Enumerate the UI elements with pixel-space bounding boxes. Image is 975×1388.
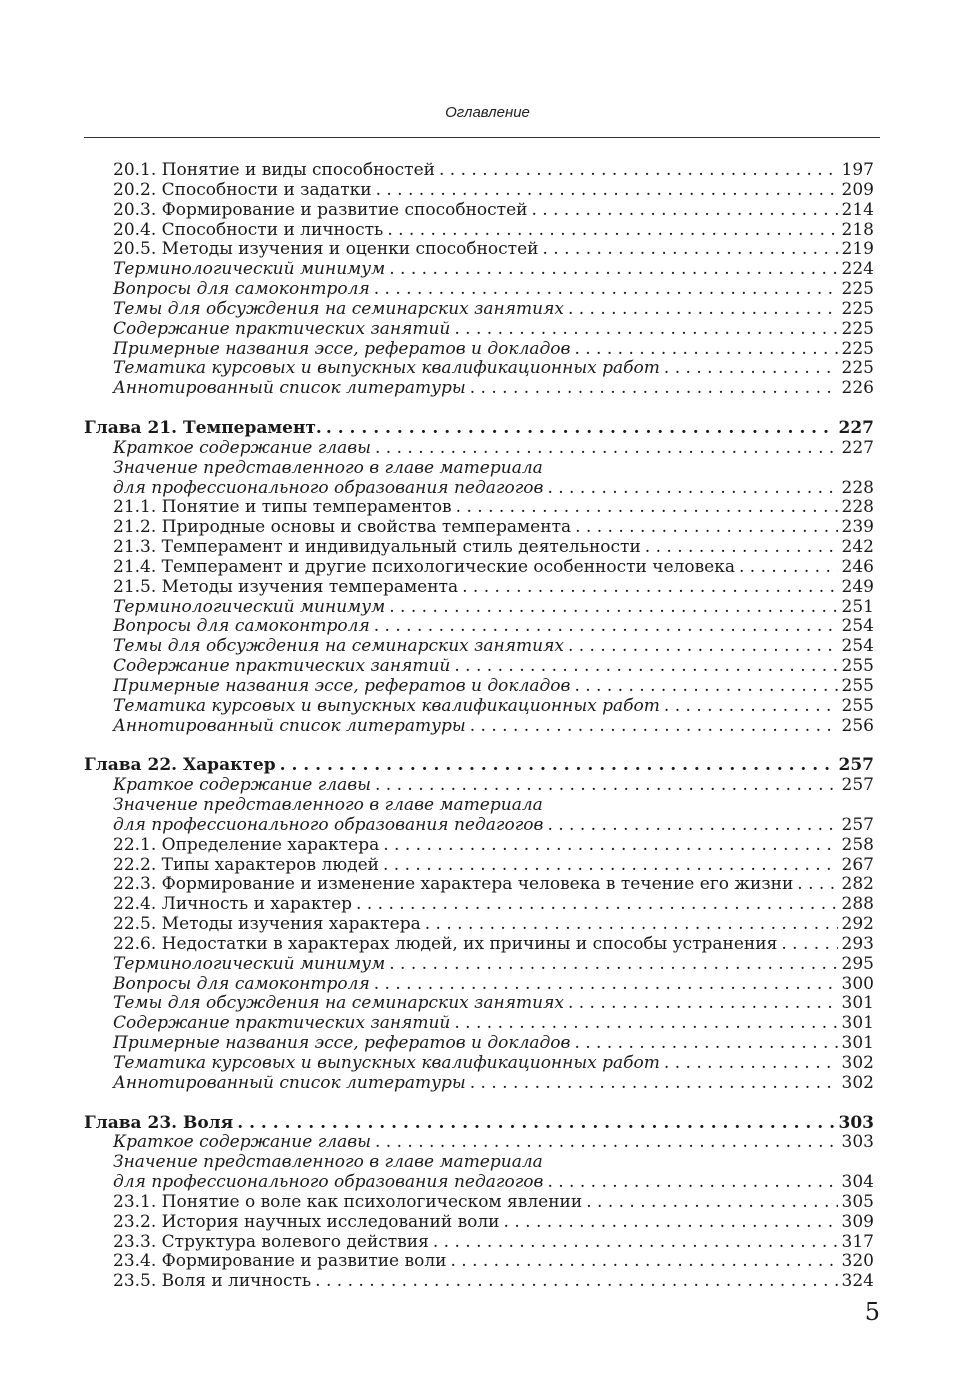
table-of-contents	[84, 161, 874, 1292]
toc-entry-page: 303	[841, 1132, 874, 1153]
toc-entry-page: 305	[841, 1191, 874, 1212]
dot-leader	[315, 1272, 837, 1292]
dot-leader	[568, 994, 838, 1014]
toc-entry-page: 257	[838, 755, 874, 776]
toc-entry[interactable]	[84, 260, 874, 280]
toc-entry[interactable]	[84, 161, 874, 181]
toc-entry-title: Содержание практических занятий	[113, 656, 451, 677]
dot-leader	[547, 1173, 837, 1193]
dot-leader	[470, 379, 838, 399]
toc-entry-title: Аннотированный список литературы	[113, 715, 466, 736]
toc-entry-title: Терминологический минимум	[113, 596, 386, 617]
toc-chapter-entry[interactable]	[84, 1114, 874, 1134]
toc-entry-title: Глава 21. Темперамент.	[84, 417, 322, 438]
toc-entry-page: 324	[841, 1271, 874, 1292]
toc-entry[interactable]	[84, 1252, 874, 1272]
toc-entry[interactable]	[84, 320, 874, 340]
toc-entry-title: 21.1. Понятие и типы темпераментов	[113, 497, 452, 518]
toc-entry-page: 218	[841, 219, 874, 240]
toc-entry-title: 20.5. Методы изучения и оценки способностей	[113, 239, 539, 260]
toc-entry-title: Темы для обсуждения на семинарских занятиях	[113, 636, 564, 657]
dot-leader	[575, 518, 837, 538]
toc-entry-page: 227	[838, 417, 874, 438]
toc-entry-page: 257	[841, 775, 874, 796]
toc-entry[interactable]	[84, 240, 874, 260]
toc-entry[interactable]	[84, 439, 874, 459]
dot-leader	[739, 558, 838, 578]
toc-entry[interactable]	[84, 617, 874, 637]
toc-entry-page: 256	[841, 715, 874, 736]
toc-entry-page: 255	[841, 695, 874, 716]
toc-entry-page: 225	[841, 358, 874, 379]
dot-leader	[456, 498, 838, 518]
toc-entry-title: Содержание практических занятий	[113, 318, 451, 339]
toc-entry-title: Аннотированный список литературы	[113, 1072, 466, 1093]
toc-entry[interactable]	[84, 538, 874, 558]
toc-entry-title: 23.5. Воля и личность	[113, 1271, 312, 1292]
toc-entry-page: 304	[841, 1172, 874, 1193]
toc-entry-page: 320	[841, 1251, 874, 1272]
toc-entry-title: Темы для обсуждения на семинарских занятиях	[113, 993, 564, 1014]
toc-entry-title: Вопросы для самоконтроля	[113, 616, 370, 637]
toc-entry-page: 258	[841, 834, 874, 855]
dot-leader	[326, 419, 835, 439]
toc-entry-title: Краткое содержание главы	[113, 775, 371, 796]
toc-entry-title: 22.6. Недостатки в характерах людей, их причины и способы устранения	[113, 933, 778, 954]
dot-leader	[237, 1114, 834, 1134]
dot-leader	[542, 240, 837, 260]
toc-entry-title: 22.4. Личность и характер	[113, 894, 353, 915]
toc-entry-title: Вопросы для самоконтроля	[113, 973, 370, 994]
dot-leader	[387, 221, 837, 241]
toc-entry-title: 20.3. Формирование и развитие способностей	[113, 199, 528, 220]
toc-entry-title: для профессионального образования педагогов	[113, 1172, 544, 1193]
page-number: 5	[864, 1298, 880, 1326]
dot-leader	[574, 677, 837, 697]
toc-entry[interactable]	[84, 1173, 874, 1193]
toc-entry[interactable]	[84, 1014, 874, 1034]
toc-entry-page: 301	[841, 993, 874, 1014]
toc-entry-title: Терминологический минимум	[113, 953, 386, 974]
toc-entry[interactable]	[84, 340, 874, 360]
toc-entry[interactable]	[84, 1034, 874, 1054]
toc-entry-page: 225	[841, 318, 874, 339]
toc-entry-page: 300	[841, 973, 874, 994]
toc-entry[interactable]	[84, 1074, 874, 1094]
toc-entry-title: 20.4. Способности и личность	[113, 219, 384, 240]
toc-entry-page: 288	[841, 894, 874, 915]
dot-leader	[574, 1034, 837, 1054]
toc-entry-page: 255	[841, 656, 874, 677]
toc-entry[interactable]	[84, 637, 874, 657]
toc-entry-page: 228	[841, 477, 874, 498]
dot-leader	[454, 1014, 837, 1034]
toc-entry-title: Глава 22. Характер	[84, 755, 276, 776]
dot-leader	[645, 538, 838, 558]
toc-entry-page: 214	[841, 199, 874, 220]
dot-leader	[586, 1193, 837, 1213]
toc-entry-title: Примерные названия эссе, рефератов и докладов	[113, 1033, 571, 1054]
toc-entry[interactable]	[84, 1272, 874, 1292]
dot-leader	[574, 340, 837, 360]
toc-entry-page: 227	[841, 437, 874, 458]
toc-entry[interactable]	[84, 1193, 874, 1213]
dot-leader	[389, 955, 837, 975]
toc-entry[interactable]	[84, 677, 874, 697]
dot-leader	[781, 935, 837, 955]
toc-entry[interactable]	[84, 935, 874, 955]
toc-entry-title: для профессионального образования педагогов	[113, 814, 544, 835]
toc-entry-page: 225	[841, 338, 874, 359]
toc-entry-page: 242	[841, 537, 874, 558]
toc-entry-page: 301	[841, 1033, 874, 1054]
toc-entry-title: 21.5. Методы изучения темперамента	[113, 576, 459, 597]
toc-entry[interactable]	[84, 1233, 874, 1253]
toc-entry-page: 224	[841, 259, 874, 280]
toc-entry-title: Содержание практических занятий	[113, 1013, 451, 1034]
toc-entry[interactable]	[84, 657, 874, 677]
dot-leader	[439, 161, 838, 181]
toc-entry-page: 254	[841, 616, 874, 637]
dot-leader	[664, 697, 838, 717]
dot-leader	[433, 1233, 838, 1253]
chapter-spacer	[84, 736, 874, 756]
dot-leader	[389, 598, 837, 618]
dot-leader	[547, 816, 837, 836]
toc-entry-page: 295	[841, 953, 874, 974]
dot-leader	[664, 359, 838, 379]
toc-entry[interactable]	[84, 1133, 874, 1153]
toc-chapter-entry[interactable]	[84, 756, 874, 776]
toc-entry[interactable]	[84, 955, 874, 975]
dot-leader	[280, 756, 835, 776]
dot-leader	[470, 1074, 838, 1094]
dot-leader	[531, 201, 837, 221]
toc-entry-page: 254	[841, 636, 874, 657]
toc-entry[interactable]	[84, 300, 874, 320]
toc-entry-title: Значение представленного в главе материала	[113, 795, 543, 815]
toc-entry-title: Значение представленного в главе материала	[113, 457, 543, 478]
dot-leader	[425, 915, 838, 935]
toc-entry-title: Краткое содержание главы	[113, 1132, 371, 1153]
toc-entry-title: для профессионального образования педагогов	[113, 477, 544, 498]
dot-leader	[568, 637, 838, 657]
toc-entry[interactable]	[84, 280, 874, 300]
dot-leader	[356, 895, 838, 915]
toc-entry[interactable]	[84, 459, 874, 479]
toc-entry-page: 225	[841, 279, 874, 300]
toc-entry[interactable]	[84, 836, 874, 856]
toc-entry-title: Примерные названия эссе, рефератов и докладов	[113, 338, 571, 359]
toc-entry[interactable]	[84, 498, 874, 518]
toc-entry-page: 267	[841, 854, 874, 875]
toc-entry-page: 246	[841, 556, 874, 577]
toc-entry-page: 303	[838, 1112, 874, 1133]
toc-entry-title: 20.1. Понятие и виды способностей	[113, 160, 435, 180]
toc-entry-page: 317	[841, 1231, 874, 1252]
dot-leader	[375, 439, 838, 459]
toc-entry[interactable]	[84, 359, 874, 379]
toc-entry[interactable]	[84, 895, 874, 915]
toc-entry-page: 255	[841, 675, 874, 696]
running-head: Оглавление	[445, 104, 530, 121]
header-rule	[84, 137, 880, 138]
toc-entry[interactable]	[84, 1054, 874, 1074]
toc-entry-title: 21.4. Темперамент и другие психологические особенности человека	[113, 556, 735, 577]
toc-entry-page: 292	[841, 914, 874, 935]
toc-chapter-entry[interactable]	[84, 419, 874, 439]
toc-entry-page: 239	[841, 517, 874, 538]
dot-leader	[374, 617, 838, 637]
toc-entry-title: 23.3. Структура волевого действия	[113, 1231, 429, 1252]
toc-entry[interactable]	[84, 875, 874, 895]
toc-entry-title: 22.5. Методы изучения характера	[113, 914, 421, 935]
toc-entry-title: Краткое содержание главы	[113, 437, 371, 458]
toc-entry[interactable]	[84, 856, 874, 876]
dot-leader	[375, 1133, 838, 1153]
toc-entry-title: Темы для обсуждения на семинарских занятиях	[113, 298, 564, 319]
dot-leader	[376, 181, 838, 201]
toc-entry-title: Терминологический минимум	[113, 259, 386, 280]
toc-entry-page: 197	[841, 160, 874, 180]
toc-entry-page: 282	[841, 874, 874, 895]
dot-leader	[568, 300, 838, 320]
toc-entry-title: Вопросы для самоконтроля	[113, 279, 370, 300]
toc-entry-page: 228	[841, 497, 874, 518]
toc-entry-title: Глава 23. Воля	[84, 1112, 234, 1133]
toc-entry-title: Аннотированный список литературы	[113, 378, 466, 399]
chapter-spacer	[84, 1094, 874, 1114]
dot-leader	[664, 1054, 838, 1074]
dot-leader	[374, 975, 838, 995]
dot-leader	[383, 856, 838, 876]
toc-entry-page: 309	[841, 1211, 874, 1232]
toc-entry[interactable]	[84, 697, 874, 717]
toc-entry-title: 20.2. Способности и задатки	[113, 179, 372, 200]
toc-entry[interactable]	[84, 181, 874, 201]
toc-entry-title: Тематика курсовых и выпускных квалификационных работ	[113, 1052, 660, 1073]
toc-entry[interactable]	[84, 796, 874, 816]
toc-entry-title: 23.1. Понятие о воле как психологическом явлении	[113, 1191, 583, 1212]
toc-entry-page: 225	[841, 298, 874, 319]
dot-leader	[504, 1213, 838, 1233]
toc-entry[interactable]	[84, 1153, 874, 1173]
dot-leader	[454, 657, 837, 677]
toc-entry-page: 257	[841, 814, 874, 835]
dot-leader	[454, 320, 837, 340]
toc-entry-page: 249	[841, 576, 874, 597]
toc-entry[interactable]	[84, 578, 874, 598]
dot-leader	[470, 717, 838, 737]
dot-leader	[547, 479, 837, 499]
toc-entry[interactable]	[84, 598, 874, 618]
toc-entry-title: Значение представленного в главе материала	[113, 1152, 543, 1173]
toc-entry[interactable]	[84, 379, 874, 399]
dot-leader	[462, 578, 837, 598]
toc-entry[interactable]	[84, 975, 874, 995]
dot-leader	[374, 280, 838, 300]
toc-entry-title: Тематика курсовых и выпускных квалификационных работ	[113, 358, 660, 379]
toc-entry[interactable]	[84, 558, 874, 578]
toc-entry-page: 302	[841, 1072, 874, 1093]
toc-entry[interactable]	[84, 1213, 874, 1233]
dot-leader	[375, 776, 838, 796]
toc-entry[interactable]	[84, 479, 874, 499]
toc-entry-page: 301	[841, 1013, 874, 1034]
toc-entry[interactable]	[84, 816, 874, 836]
toc-entry-title: Примерные названия эссе, рефератов и докладов	[113, 675, 571, 696]
toc-entry-title: 22.1. Определение характера	[113, 834, 380, 855]
toc-entry[interactable]	[84, 518, 874, 538]
dot-leader	[383, 836, 837, 856]
toc-entry[interactable]	[84, 221, 874, 241]
dot-leader	[389, 260, 837, 280]
toc-entry-title: Тематика курсовых и выпускных квалификационных работ	[113, 695, 660, 716]
toc-entry[interactable]	[84, 717, 874, 737]
dot-leader	[450, 1252, 837, 1272]
toc-entry-title: 22.2. Типы характеров людей	[113, 854, 379, 875]
toc-entry[interactable]	[84, 201, 874, 221]
toc-entry-page: 251	[841, 596, 874, 617]
toc-entry-page: 293	[841, 933, 874, 954]
toc-entry-page: 302	[841, 1052, 874, 1073]
toc-entry[interactable]	[84, 994, 874, 1014]
chapter-spacer	[84, 399, 874, 419]
dot-leader	[797, 875, 837, 895]
toc-entry-page: 209	[841, 179, 874, 200]
toc-entry-page: 219	[841, 239, 874, 260]
toc-entry[interactable]	[84, 776, 874, 796]
toc-entry-title: 21.3. Темперамент и индивидуальный стиль деятельности	[113, 537, 641, 558]
toc-entry-title: 23.4. Формирование и развитие воли	[113, 1251, 447, 1272]
toc-entry-title: 22.3. Формирование и изменение характера человека в течение его жизни	[113, 874, 794, 895]
toc-entry-title: 23.2. История научных исследований воли	[113, 1211, 500, 1232]
toc-entry[interactable]	[84, 915, 874, 935]
toc-entry-page: 226	[841, 378, 874, 399]
toc-entry-title: 21.2. Природные основы и свойства темперамента	[113, 517, 572, 538]
